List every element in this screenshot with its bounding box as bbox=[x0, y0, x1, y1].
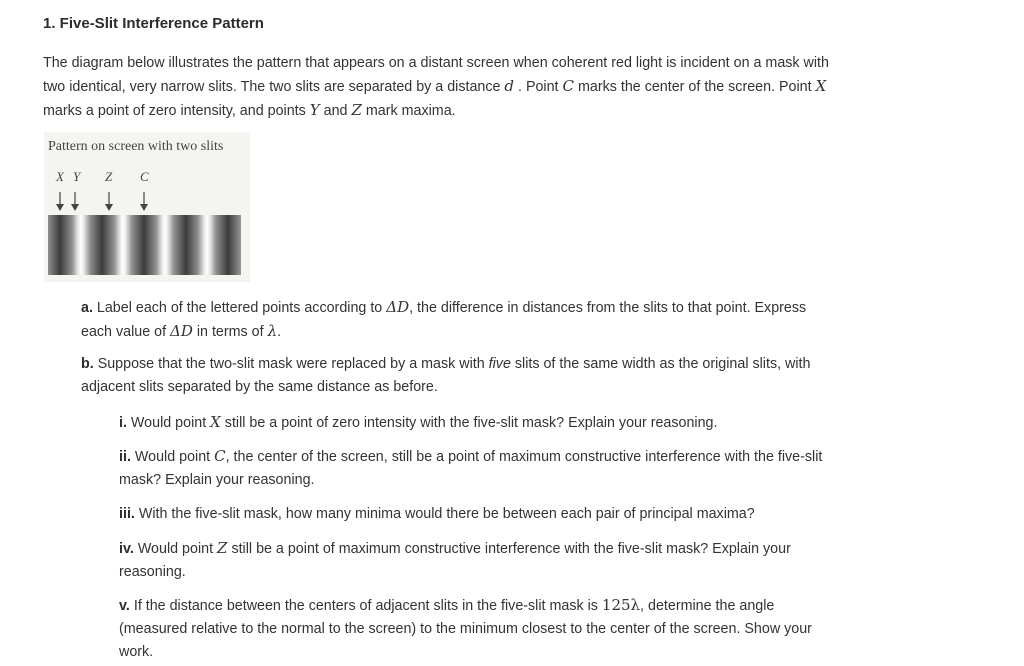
fringe-pattern-image bbox=[48, 215, 241, 275]
intro-text-6: mark maxima. bbox=[361, 103, 456, 119]
label-z: Z bbox=[105, 169, 113, 184]
problem-title: 1. Five-Slit Interference Pattern bbox=[43, 15, 264, 32]
arrow-x-icon bbox=[55, 192, 65, 212]
two-slit-pattern-figure bbox=[44, 132, 250, 282]
question-b-v: v. If the distance between the centers of adjacent slits in the five-slit mask is 125λ, determine the angle (measured relative to the normal to the screen) to the minimum closest to the center of the screen. Show your work. bbox=[119, 596, 812, 660]
question-b-iii: iii. With the five-slit mask, how many minima would there be between each pair of principal maxima? bbox=[119, 506, 755, 522]
var-x: X bbox=[815, 77, 827, 95]
question-b-ii: ii. Would point C, the center of the screen, still be a point of maximum constructive interference with the five-slit mask? Explain your reasoning. bbox=[119, 447, 823, 488]
arrow-c-icon bbox=[139, 192, 149, 212]
var-c: C bbox=[562, 77, 574, 95]
figure-caption: Pattern on screen with two slits bbox=[48, 139, 224, 154]
arrow-y-icon bbox=[70, 192, 80, 212]
arrow-z-icon bbox=[104, 192, 114, 212]
intro-text-2: . Point bbox=[514, 79, 563, 95]
intro-text-5: and bbox=[319, 103, 352, 119]
question-b-iv: iv. Would point Z still be a point of maximum constructive interference with the five-slit mask? Explain your reasoning. bbox=[119, 539, 791, 580]
label-y: Y bbox=[73, 169, 81, 184]
label-c: C bbox=[140, 169, 149, 184]
var-d: d bbox=[504, 77, 515, 95]
label-x: X bbox=[56, 169, 64, 184]
question-b: b. Suppose that the two-slit mask were replaced by a mask with five slits of the same width as the original slits, with adjacent slits separated by the same distance as before. bbox=[81, 356, 811, 395]
question-a: a. Label each of the lettered points according to ΔD, the difference in distances from the slits to that point. Express each value of ΔD in terms of λ. bbox=[81, 298, 807, 340]
intro-text-4: marks a point of zero intensity, and points bbox=[43, 103, 310, 119]
intro-paragraph bbox=[43, 52, 843, 123]
var-y: Y bbox=[309, 101, 320, 119]
intro-text-3: marks the center of the screen. Point bbox=[574, 79, 816, 95]
intro-text-1: The diagram below illustrates the pattern that appears on a distant screen when coherent red light is incident on a mask with two identical, very narrow slits. The two slits are separated by a distance bbox=[43, 55, 829, 95]
var-z: Z bbox=[351, 101, 362, 119]
question-b-i: i. Would point X still be a point of zero intensity with the five-slit mask? Explain your reasoning. bbox=[119, 413, 718, 431]
